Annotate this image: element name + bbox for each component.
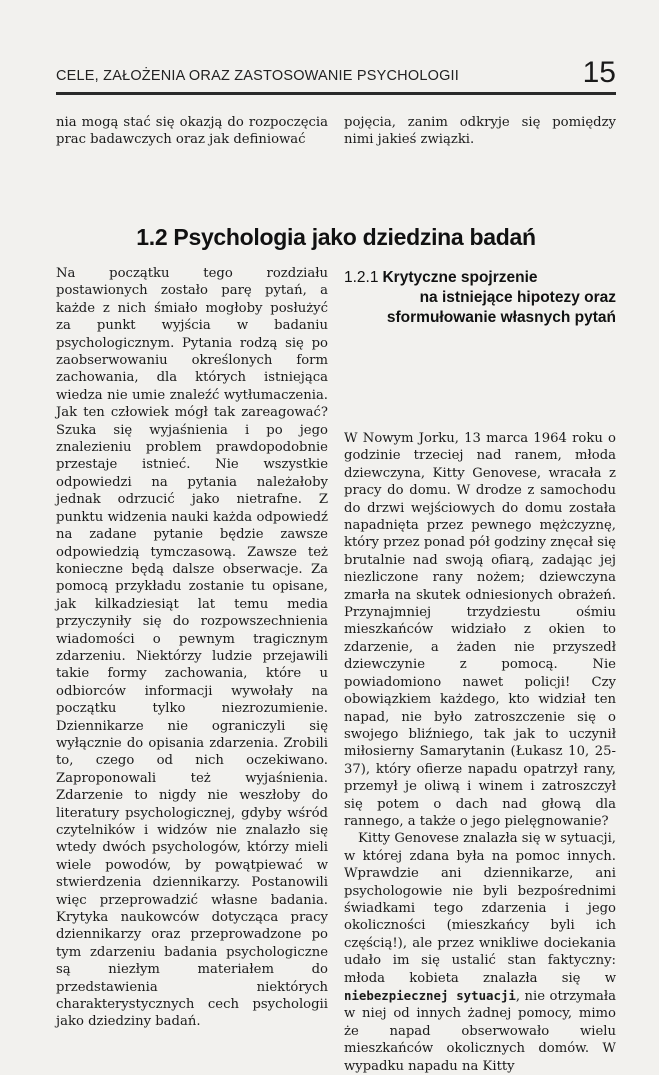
paragraph: W Nowym Jorku, 13 marca 1964 roku o godzinie trzeciej nad ranem, młoda dziewczyna, Kitty Genovese, wracała z pracy do domu. W drodze z samochodu do drzwi wejściowych do domu została napadnięta przez pewnego mężczyznę, który przez ponad pół godziny znęcał się brutalnie nad swoją ofiarą, zadając jej niezliczone rany nożem; dziewczyna zmarła na skutek odniesionych obrażeń. Przynajmniej trzydziestu ośmiu mieszkańców widziało z okien to zdarzenie, a żaden nie przyszedł dziewczynie z pomocą. Nie powiadomiono nawet policji! Czy obowiązkiem każdego, kto widział ten napad, nie było zatroszczenie się o swojego bliźniego, tak jak to uczynił miłosierny Samarytanin (Łukasz 10, 25-37), który ofierze napadu opatrzył rany, przemył je oliwą i winem i zatroszczył się potem o dach nad głową dla rannego, a także o jego pielęgnowanie? (344, 431, 616, 829)
running-header-title: CELE, ZAŁOŻENIA ORAZ ZASTOSOWANIE PSYCHOLOGII (56, 68, 459, 84)
body-column-left (56, 265, 328, 1031)
subsection-title-line1: Krytyczne spojrzenie (382, 269, 538, 286)
running-header (56, 58, 616, 92)
continued-text-left (56, 114, 328, 149)
paragraph-text: , nie otrzymała w niej od innych żadnej pomocy, mimo że napad obserwowało wielu mieszkańców okolicznych domów. W wypadku napadu na Kitty (344, 989, 616, 1074)
header-rule (56, 92, 616, 95)
subsection-title-line3: sformułowanie własnych pytań (386, 309, 616, 326)
paragraph (344, 830, 616, 1075)
paragraph: Na początku tego rozdziału postawionych zostało parę pytań, a każde z nich śmiało mogłoby posłużyć za punkt wyjścia w badaniu psychologicznym. Pytania rodzą się po zaobserwowaniu określonych form zachowania, dla których istniejąca wiedza nie umie znaleźć wytłumaczenia. Jak ten człowiek mógł tak zareagować? Szuka się wyjaśnienia i po jego znalezieniu problem prawdopodobnie przestaje istnieć. Nie wszystkie odpowiedzi na pytania należałoby jednak odrzucić jako nietrafne. Z punktu widzenia nauki każda odpowiedź na zadane pytanie będzie zawsze odpowiedzią tymczasową. Zawsze też konieczne będą dalsze obserwacje. Za pomocą przykładu zostanie tu opisane, jak kilkadziesiąt lat temu media przyczyniły się do rozpowszechnienia wiadomości o pewnym tragicznym zdarzeniu. Niektórzy ludzie przejawili takie formy zachowania, które u odbiorców informacji wywołały na początku tylko niezrozumienie. Dziennikarze nie ograniczyli się wyłącznie do opisania zdarzenia. Zrobili to, czego od nich oczekiwano. Zaproponowali też wyjaśnienia. Zdarzenie to nigdy nie weszłoby do literatury psychologicznej, gdyby wśród czytelników i widzów nie znalazło się wtedy dwóch psychologów, którzy mieli wiele powodów, by powątpiewać w stwierdzenia dziennikarzy. Postanowili więc przeprowadzić własne badania. Krytyka naukowców dotycząca pracy dziennikarzy oraz przeprowadzone po tym zdarzeniu badania psychologiczne są niezłym materiałem do przedstawienia niektórych charakterystycznych cech psychologii jako dziedziny badań. (56, 266, 328, 1030)
emphasis-text: niebezpiecznej sytuacji (344, 988, 516, 1003)
subsection-heading (344, 268, 616, 328)
continued-paragraph-left: nia mogą stać się okazją do rozpoczęcia prac badawczych oraz jak definiować (56, 115, 328, 148)
continued-text-right (344, 114, 616, 149)
body-column-right (344, 430, 616, 1075)
section-heading: 1.2 Psychologia jako dziedzina badań (136, 224, 536, 250)
subsection-title-line2: na istniejące hipotezy oraz (419, 289, 616, 306)
subsection-number: 1.2.1 (344, 269, 379, 286)
continued-paragraph-right: pojęcia, zanim odkryje się pomiędzy nimi jakieś związki. (344, 115, 616, 148)
paragraph-text: Kitty Genovese znalazła się w sytuacji, w której zdana była na pomoc innych. Wprawdzie ani dziennikarze, ani psychologowie nie byli bezpośrednimi świadkami tego zdarzenia i jego okoliczności (mieszkańcy byli ich częścią!), ale przez wnikliwe dociekania udało im się ustalić stan faktyczny: młoda kobieta znalazła się w (344, 831, 616, 986)
page-number: 15 (582, 56, 616, 89)
